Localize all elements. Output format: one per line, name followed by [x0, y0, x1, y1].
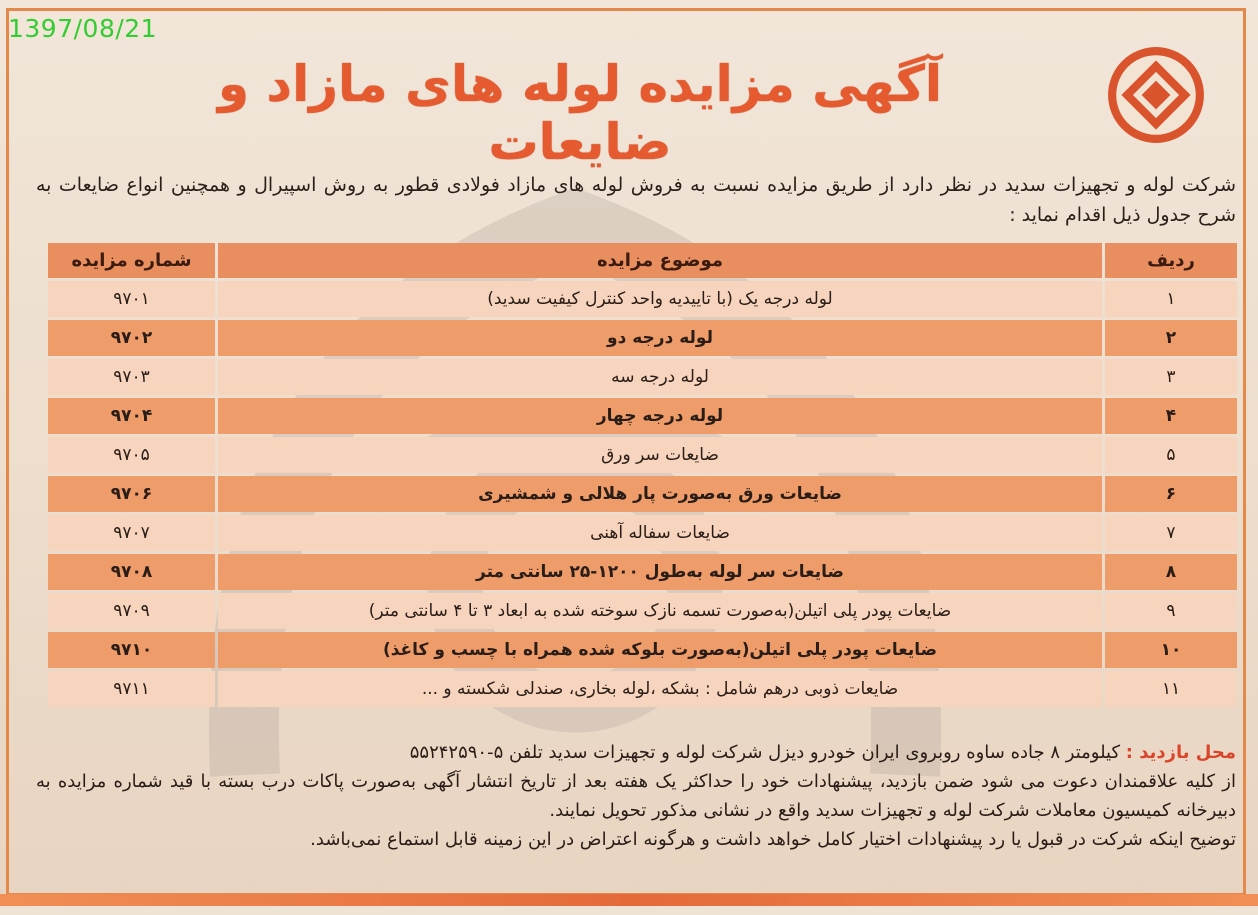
table-header-row	[48, 243, 1237, 278]
table-row	[48, 593, 1237, 629]
table-row	[48, 632, 1237, 668]
intro-paragraph: شرکت لوله و تجهیزات سدید در نظر دارد از طریق مزایده نسبت به فروش لوله های مازاد فولادی قطور به روش اسپیرال و همچنین انواع ضایعات به شرح جدول ذیل اقدام نماید :	[36, 174, 1236, 226]
row-subject: ضایعات پودر پلی اتیلن(به‌صورت تسمه نازک سوخته شده به ابعاد ۳ تا ۴ سانتی متر)	[218, 593, 1102, 629]
row-auction-number: ۹۷۰۲	[48, 320, 215, 356]
row-auction-number: ۹۷۰۱	[48, 281, 215, 317]
table-row	[48, 320, 1237, 356]
table-row	[48, 281, 1237, 317]
row-subject: لوله درجه دو	[218, 320, 1102, 356]
row-auction-number: ۹۷۰۹	[48, 593, 215, 629]
table-row	[48, 398, 1237, 434]
header-row-number: ردیف	[1105, 243, 1237, 278]
row-index: ۱	[1105, 281, 1237, 317]
row-subject: ضایعات سفاله آهنی	[218, 515, 1102, 551]
invitation-paragraph: از کلیه علاقمندان دعوت می شود ضمن بازدید، پیشنهادات خود را حداکثر یک هفته بعد از تاریخ انتشار آگهی به‌صورت پاکات درب بسته با قید شماره مزایده به دبیرخانه کمیسیون معاملات شرکت لوله و تجهیزات سدید واقع در نشانی مذکور تحویل نمایند.	[36, 771, 1236, 821]
row-index: ۵	[1105, 437, 1237, 473]
header-auction-number: شماره مزایده	[48, 243, 215, 278]
row-index: ۳	[1105, 359, 1237, 395]
row-auction-number: ۹۷۰۷	[48, 515, 215, 551]
table-row	[48, 515, 1237, 551]
date-stamp: 1397/08/21	[8, 14, 158, 43]
row-subject: لوله درجه سه	[218, 359, 1102, 395]
row-auction-number: ۹۷۱۰	[48, 632, 215, 668]
row-auction-number: ۹۷۰۵	[48, 437, 215, 473]
row-subject: ضایعات ورق به‌صورت پار هلالی و شمشیری	[218, 476, 1102, 512]
table-row	[48, 359, 1237, 395]
row-index: ۶	[1105, 476, 1237, 512]
row-auction-number: ۹۷۰۳	[48, 359, 215, 395]
row-index: ۹	[1105, 593, 1237, 629]
ad-footer	[36, 738, 1236, 854]
table-row	[48, 437, 1237, 473]
company-logo-icon	[1105, 44, 1207, 146]
table-row	[48, 476, 1237, 512]
visit-label: محل بازدید :	[1125, 742, 1236, 763]
ad-title: آگهی مزایده لوله های مازاد و ضایعات	[217, 55, 943, 171]
row-index: ۱۱	[1105, 671, 1237, 707]
table-row	[48, 554, 1237, 590]
row-index: ۴	[1105, 398, 1237, 434]
row-subject: لوله درجه چهار	[218, 398, 1102, 434]
auction-table	[45, 240, 1240, 710]
table-row	[48, 671, 1237, 707]
row-auction-number: ۹۷۰۶	[48, 476, 215, 512]
header-subject: موضوع مزایده	[218, 243, 1102, 278]
note-paragraph: توضیح اینکه شرکت در قبول یا رد پیشنهادات اختیار کامل خواهد داشت و هرگونه اعتراض در این زمینه قابل استماع نمی‌باشد.	[310, 829, 1236, 850]
row-subject: ضایعات ذوبی درهم شامل : بشکه ،لوله بخاری، صندلی شکسته و ...	[218, 671, 1102, 707]
row-subject: لوله درجه یک (با تاییدیه واحد کنترل کیفیت سدید)	[218, 281, 1102, 317]
visit-line	[36, 738, 1236, 767]
visit-address: کیلومتر ۸ جاده ساوه روبروی ایران خودرو دیزل شرکت لوله و تجهیزات سدید تلفن ۵-۵۵۲۴۲۵۹۰	[409, 742, 1121, 763]
row-index: ۲	[1105, 320, 1237, 356]
row-auction-number: ۹۷۰۴	[48, 398, 215, 434]
row-index: ۸	[1105, 554, 1237, 590]
row-auction-number: ۹۷۰۸	[48, 554, 215, 590]
row-subject: ضایعات سر لوله به‌طول ۱۲۰۰-۲۵ سانتی متر	[218, 554, 1102, 590]
row-subject: ضایعات سر ورق	[218, 437, 1102, 473]
row-auction-number: ۹۷۱۱	[48, 671, 215, 707]
row-index: ۷	[1105, 515, 1237, 551]
row-subject: ضایعات پودر پلی اتیلن(به‌صورت بلوکه شده همراه با چسب و کاغذ)	[218, 632, 1102, 668]
row-index: ۱۰	[1105, 632, 1237, 668]
